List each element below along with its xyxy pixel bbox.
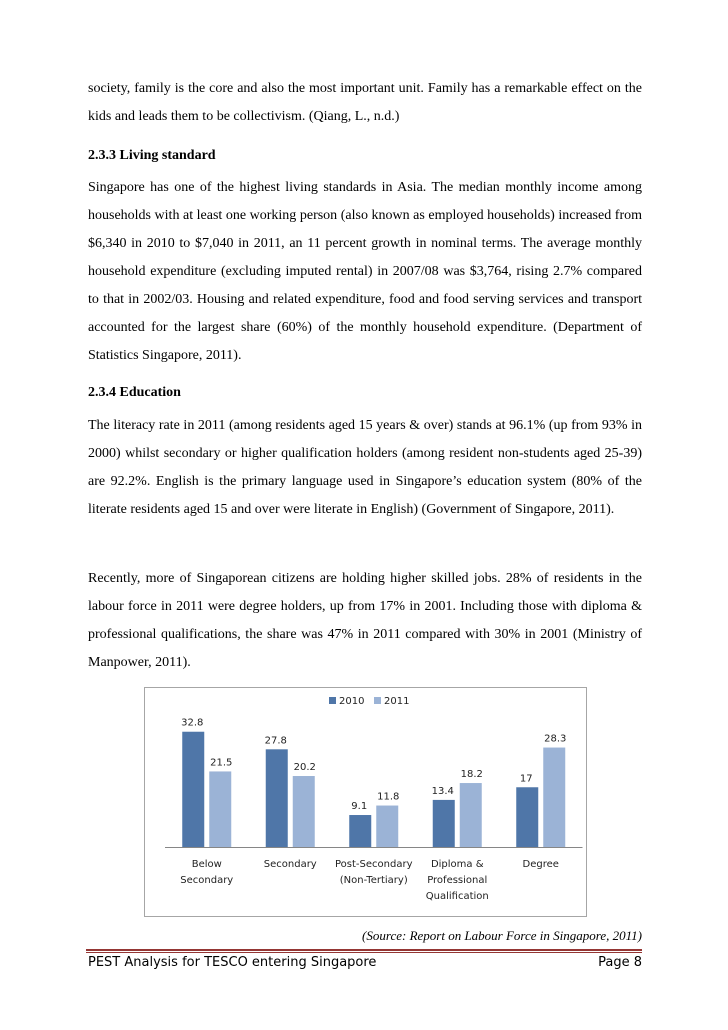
data-label-2011-1: 20.2 bbox=[293, 762, 316, 774]
category-label-2-0: Post-Secondary bbox=[335, 859, 413, 870]
legend-swatch-2011 bbox=[374, 697, 381, 704]
legend-label-2011: 2011 bbox=[384, 696, 410, 707]
data-label-2011-4: 28.3 bbox=[544, 733, 567, 745]
category-label-2-1: (Non-Tertiary) bbox=[339, 875, 408, 886]
bar-2010-2 bbox=[349, 815, 371, 847]
data-label-2010-2: 9.1 bbox=[351, 801, 368, 813]
chart-canvas bbox=[145, 688, 586, 916]
heading-education: 2.3.4 Education bbox=[88, 385, 181, 400]
education-bar-chart bbox=[144, 687, 587, 917]
bar-2011-0 bbox=[209, 771, 231, 847]
data-label-2010-1: 27.8 bbox=[264, 735, 287, 747]
data-label-2010-4: 17 bbox=[519, 773, 533, 785]
chart-source-caption: (Source: Report on Labour Force in Singapore, 2011) bbox=[362, 928, 642, 943]
category-label-0-0: Below bbox=[191, 859, 222, 870]
paragraph-living-standard: Singapore has one of the highest living standards in Asia. The median monthly income among households with at least one working person (also known as employed households) increased from $6,340 in 2010 to $7,040 in 2011, an 11 percent growth in nominal terms. The average monthly household expenditure (excluding imputed rental) in 2007/08 was $3,764, rising 2.7% compared to that in 2002/03. Housing and related expenditure, food and food serving services and transport accounted for the largest share (60%) of the monthly household expenditure. (Department of Statistics Singapore, 2011). bbox=[88, 180, 642, 363]
data-label-2011-0: 21.5 bbox=[210, 757, 233, 769]
paragraph-skilled-jobs: Recently, more of Singaporean citizens are holding higher skilled jobs. 28% of residents in the labour force in 2011 were degree holders, up from 17% in 2001. Including those with diploma & professional qualifications, the share was 47% in 2011 compared with 30% in 2001 (Ministry of Manpower, 2011). bbox=[88, 571, 642, 670]
data-label-2010-3: 13.4 bbox=[431, 785, 454, 797]
bar-2011-4 bbox=[543, 748, 565, 847]
category-label-4-0: Degree bbox=[522, 859, 559, 870]
bar-2011-1 bbox=[293, 776, 315, 847]
bar-2010-1 bbox=[266, 749, 288, 847]
bar-2010-0 bbox=[182, 732, 204, 847]
bar-2010-3 bbox=[433, 800, 455, 847]
category-label-3-2: Qualification bbox=[425, 891, 489, 902]
paragraph-family: society, family is the core and also the most important unit. Family has a remarkable effect on the kids and leads them to be collectivism. (Qiang, L., n.d.) bbox=[88, 81, 642, 124]
footer-title: PEST Analysis for TESCO entering Singapore bbox=[88, 955, 377, 970]
bar-2011-2 bbox=[376, 806, 398, 847]
category-label-3-0: Diploma & bbox=[430, 859, 484, 870]
bar-2010-4 bbox=[516, 787, 538, 847]
data-label-2011-2: 11.8 bbox=[377, 791, 400, 803]
category-label-0-1: Secondary bbox=[180, 875, 234, 886]
footer-rule-thin bbox=[86, 952, 642, 953]
category-label-3-1: Professional bbox=[427, 875, 488, 886]
legend-swatch-2010 bbox=[329, 697, 336, 704]
bar-2011-3 bbox=[460, 783, 482, 847]
data-label-2011-3: 18.2 bbox=[460, 769, 483, 781]
category-label-1-0: Secondary bbox=[263, 859, 317, 870]
legend-label-2010: 2010 bbox=[339, 696, 365, 707]
footer-rule-thick bbox=[86, 949, 642, 951]
paragraph-literacy: The literacy rate in 2011 (among residents aged 15 years & over) stands at 96.1% (up from 93% in 2000) whilst secondary or higher qualification holders (among resident non-students aged 25-39) are 92.2%. English is the primary language used in Singapore’s education system (80% of the literate residents aged 15 and over were literate in English) (Government of Singapore, 2011). bbox=[88, 418, 642, 517]
heading-living-standard: 2.3.3 Living standard bbox=[88, 148, 216, 163]
data-label-2010-0: 32.8 bbox=[181, 717, 204, 729]
footer-page-number: Page 8 bbox=[598, 955, 642, 970]
